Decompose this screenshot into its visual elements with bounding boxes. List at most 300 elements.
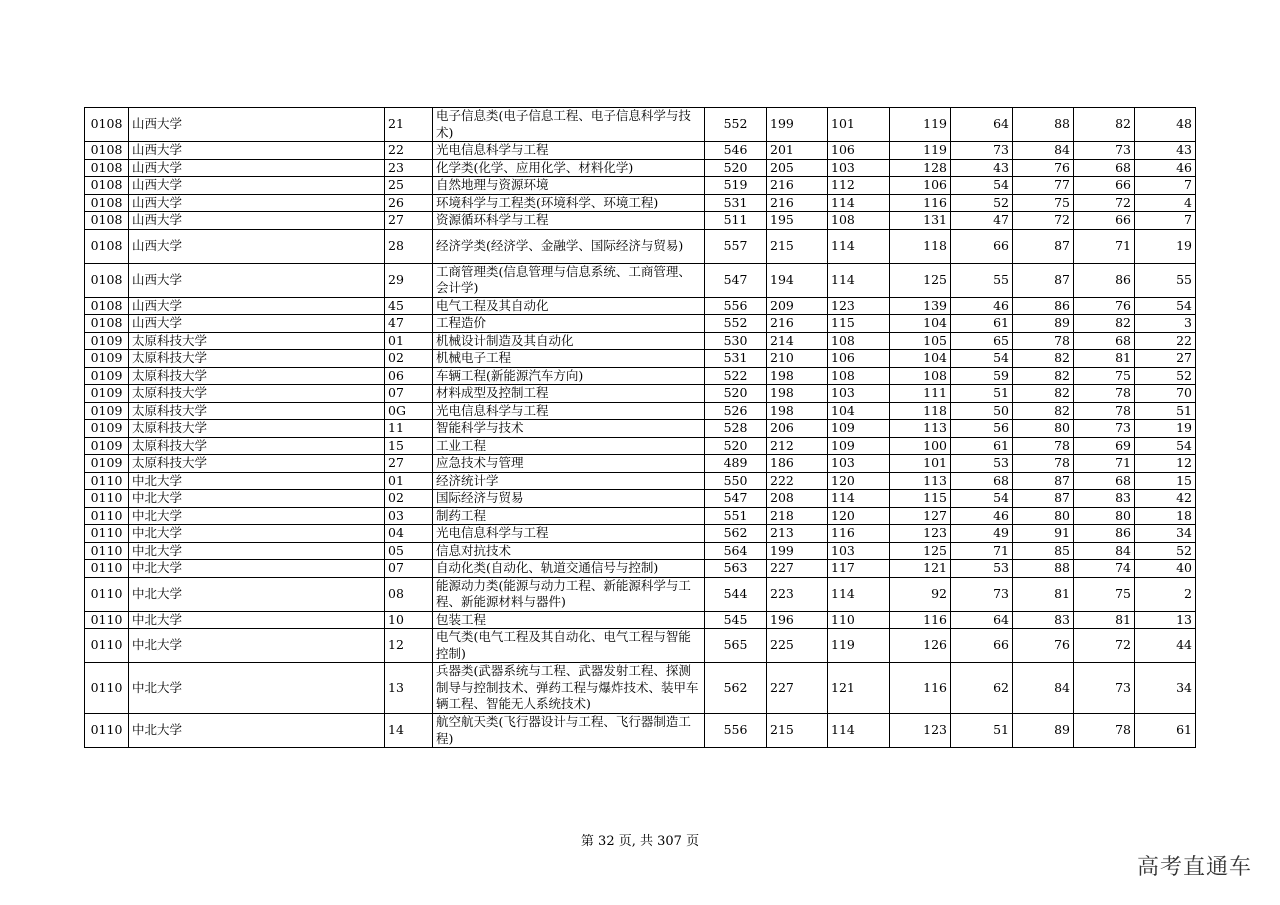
- score-cell: 562: [705, 525, 767, 543]
- school-code-cell: 0108: [85, 212, 129, 230]
- score-cell: 557: [705, 229, 767, 263]
- score-cell: 196: [767, 611, 828, 629]
- school-code-cell: 0108: [85, 108, 129, 142]
- score-cell: 73: [1074, 663, 1135, 714]
- table-row: [85, 611, 1196, 629]
- school-name-cell: 中北大学: [129, 490, 385, 508]
- school-code-cell: 0110: [85, 714, 129, 748]
- score-cell: 195: [767, 212, 828, 230]
- score-cell: 80: [1074, 507, 1135, 525]
- score-cell: 114: [828, 577, 890, 611]
- major-code-cell: 15: [385, 437, 433, 455]
- school-name-cell: 山西大学: [129, 263, 385, 297]
- score-cell: 528: [705, 420, 767, 438]
- table-row: [85, 629, 1196, 663]
- score-cell: 54: [1135, 437, 1196, 455]
- table-row: [85, 472, 1196, 490]
- school-code-cell: 0109: [85, 420, 129, 438]
- score-cell: 131: [890, 212, 951, 230]
- score-cell: 116: [890, 611, 951, 629]
- score-cell: 82: [1074, 315, 1135, 333]
- score-cell: 216: [767, 194, 828, 212]
- school-name-cell: 山西大学: [129, 177, 385, 195]
- school-code-cell: 0109: [85, 402, 129, 420]
- score-cell: 44: [1135, 629, 1196, 663]
- major-code-cell: 45: [385, 297, 433, 315]
- score-cell: 551: [705, 507, 767, 525]
- major-name-cell: 电气工程及其自动化: [433, 297, 705, 315]
- major-code-cell: 26: [385, 194, 433, 212]
- school-name-cell: 太原科技大学: [129, 332, 385, 350]
- table-row: [85, 108, 1196, 142]
- major-name-cell: 航空航天类(飞行器设计与工程、飞行器制造工程): [433, 714, 705, 748]
- score-cell: 127: [890, 507, 951, 525]
- score-cell: 61: [1135, 714, 1196, 748]
- score-cell: 225: [767, 629, 828, 663]
- school-name-cell: 山西大学: [129, 315, 385, 333]
- school-code-cell: 0108: [85, 229, 129, 263]
- score-cell: 109: [828, 437, 890, 455]
- score-cell: 82: [1013, 402, 1074, 420]
- score-cell: 46: [951, 507, 1013, 525]
- score-cell: 53: [951, 455, 1013, 473]
- score-cell: 209: [767, 297, 828, 315]
- score-cell: 72: [1074, 629, 1135, 663]
- score-cell: 123: [828, 297, 890, 315]
- school-code-cell: 0110: [85, 507, 129, 525]
- school-name-cell: 中北大学: [129, 663, 385, 714]
- score-cell: 46: [1135, 159, 1196, 177]
- score-cell: 123: [890, 525, 951, 543]
- score-cell: 40: [1135, 560, 1196, 578]
- major-name-cell: 机械设计制造及其自动化: [433, 332, 705, 350]
- major-name-cell: 资源循环科学与工程: [433, 212, 705, 230]
- score-cell: 114: [828, 229, 890, 263]
- score-cell: 76: [1013, 159, 1074, 177]
- table-row: [85, 385, 1196, 403]
- major-code-cell: 06: [385, 367, 433, 385]
- school-code-cell: 0109: [85, 385, 129, 403]
- score-cell: 85: [1013, 542, 1074, 560]
- major-name-cell: 信息对抗技术: [433, 542, 705, 560]
- score-cell: 489: [705, 455, 767, 473]
- score-cell: 213: [767, 525, 828, 543]
- major-code-cell: 07: [385, 385, 433, 403]
- major-code-cell: 02: [385, 350, 433, 368]
- score-cell: 109: [828, 420, 890, 438]
- score-cell: 69: [1074, 437, 1135, 455]
- score-cell: 71: [1074, 455, 1135, 473]
- score-cell: 199: [767, 108, 828, 142]
- score-cell: 77: [1013, 177, 1074, 195]
- school-code-cell: 0109: [85, 455, 129, 473]
- score-cell: 65: [951, 332, 1013, 350]
- score-cell: 88: [1013, 560, 1074, 578]
- school-name-cell: 太原科技大学: [129, 350, 385, 368]
- page-footer: 第 32 页, 共 307 页: [580, 834, 700, 849]
- school-code-cell: 0108: [85, 297, 129, 315]
- table-row: [85, 663, 1196, 714]
- major-code-cell: 12: [385, 629, 433, 663]
- school-name-cell: 中北大学: [129, 472, 385, 490]
- score-cell: 139: [890, 297, 951, 315]
- school-name-cell: 太原科技大学: [129, 402, 385, 420]
- score-cell: 83: [1074, 490, 1135, 508]
- score-cell: 105: [890, 332, 951, 350]
- score-cell: 88: [1013, 108, 1074, 142]
- school-name-cell: 太原科技大学: [129, 367, 385, 385]
- score-cell: 114: [828, 490, 890, 508]
- score-cell: 119: [828, 629, 890, 663]
- score-cell: 546: [705, 142, 767, 160]
- school-code-cell: 0108: [85, 177, 129, 195]
- score-cell: 104: [890, 350, 951, 368]
- score-cell: 18: [1135, 507, 1196, 525]
- score-cell: 84: [1013, 663, 1074, 714]
- score-cell: 121: [890, 560, 951, 578]
- score-cell: 212: [767, 437, 828, 455]
- score-cell: 112: [828, 177, 890, 195]
- score-cell: 125: [890, 263, 951, 297]
- score-cell: 73: [1074, 142, 1135, 160]
- major-code-cell: 01: [385, 332, 433, 350]
- score-cell: 55: [951, 263, 1013, 297]
- score-cell: 113: [890, 472, 951, 490]
- score-cell: 101: [828, 108, 890, 142]
- major-code-cell: 01: [385, 472, 433, 490]
- table-row: [85, 437, 1196, 455]
- score-cell: 116: [890, 663, 951, 714]
- school-name-cell: 太原科技大学: [129, 385, 385, 403]
- score-cell: 81: [1013, 577, 1074, 611]
- score-cell: 47: [951, 212, 1013, 230]
- score-cell: 128: [890, 159, 951, 177]
- score-cell: 51: [951, 385, 1013, 403]
- score-cell: 27: [1135, 350, 1196, 368]
- score-cell: 66: [951, 629, 1013, 663]
- score-cell: 84: [1074, 542, 1135, 560]
- score-cell: 80: [1013, 420, 1074, 438]
- table-row: [85, 263, 1196, 297]
- score-cell: 511: [705, 212, 767, 230]
- major-name-cell: 光电信息科学与工程: [433, 142, 705, 160]
- major-code-cell: 23: [385, 159, 433, 177]
- score-cell: 556: [705, 297, 767, 315]
- score-cell: 545: [705, 611, 767, 629]
- score-cell: 43: [1135, 142, 1196, 160]
- school-code-cell: 0110: [85, 542, 129, 560]
- score-cell: 565: [705, 629, 767, 663]
- school-name-cell: 太原科技大学: [129, 420, 385, 438]
- score-cell: 54: [1135, 297, 1196, 315]
- score-cell: 215: [767, 714, 828, 748]
- school-code-cell: 0110: [85, 525, 129, 543]
- school-code-cell: 0108: [85, 194, 129, 212]
- major-name-cell: 经济统计学: [433, 472, 705, 490]
- major-code-cell: 07: [385, 560, 433, 578]
- score-cell: 22: [1135, 332, 1196, 350]
- major-code-cell: 27: [385, 212, 433, 230]
- table-body: [85, 108, 1196, 748]
- score-cell: 103: [828, 455, 890, 473]
- major-code-cell: 25: [385, 177, 433, 195]
- score-cell: 49: [951, 525, 1013, 543]
- score-cell: 75: [1013, 194, 1074, 212]
- school-name-cell: 太原科技大学: [129, 455, 385, 473]
- score-cell: 198: [767, 385, 828, 403]
- score-cell: 531: [705, 194, 767, 212]
- score-cell: 86: [1013, 297, 1074, 315]
- major-code-cell: 11: [385, 420, 433, 438]
- score-cell: 227: [767, 560, 828, 578]
- major-code-cell: 28: [385, 229, 433, 263]
- score-cell: 120: [828, 507, 890, 525]
- score-cell: 82: [1013, 350, 1074, 368]
- score-cell: 92: [890, 577, 951, 611]
- school-code-cell: 0110: [85, 472, 129, 490]
- score-cell: 4: [1135, 194, 1196, 212]
- score-cell: 547: [705, 490, 767, 508]
- school-name-cell: 中北大学: [129, 714, 385, 748]
- score-cell: 7: [1135, 212, 1196, 230]
- major-name-cell: 车辆工程(新能源汽车方向): [433, 367, 705, 385]
- major-name-cell: 化学类(化学、应用化学、材料化学): [433, 159, 705, 177]
- score-cell: 214: [767, 332, 828, 350]
- score-cell: 81: [1074, 350, 1135, 368]
- school-code-cell: 0110: [85, 490, 129, 508]
- major-code-cell: 08: [385, 577, 433, 611]
- score-cell: 34: [1135, 663, 1196, 714]
- school-name-cell: 中北大学: [129, 629, 385, 663]
- major-name-cell: 智能科学与技术: [433, 420, 705, 438]
- score-cell: 68: [1074, 472, 1135, 490]
- major-code-cell: 02: [385, 490, 433, 508]
- major-name-cell: 制药工程: [433, 507, 705, 525]
- score-cell: 87: [1013, 229, 1074, 263]
- score-cell: 530: [705, 332, 767, 350]
- major-name-cell: 自然地理与资源环境: [433, 177, 705, 195]
- major-code-cell: 05: [385, 542, 433, 560]
- score-cell: 78: [1074, 402, 1135, 420]
- score-cell: 121: [828, 663, 890, 714]
- score-cell: 78: [1013, 455, 1074, 473]
- score-cell: 82: [1013, 385, 1074, 403]
- school-name-cell: 山西大学: [129, 194, 385, 212]
- score-cell: 210: [767, 350, 828, 368]
- score-cell: 91: [1013, 525, 1074, 543]
- score-cell: 52: [1135, 542, 1196, 560]
- table-row: [85, 402, 1196, 420]
- major-name-cell: 电气类(电气工程及其自动化、电气工程与智能控制): [433, 629, 705, 663]
- school-name-cell: 山西大学: [129, 142, 385, 160]
- score-cell: 51: [1135, 402, 1196, 420]
- score-cell: 73: [951, 577, 1013, 611]
- score-cell: 70: [1135, 385, 1196, 403]
- score-cell: 51: [951, 714, 1013, 748]
- school-name-cell: 中北大学: [129, 611, 385, 629]
- admission-score-table: [84, 107, 1196, 748]
- table-row: [85, 159, 1196, 177]
- major-name-cell: 应急技术与管理: [433, 455, 705, 473]
- school-code-cell: 0109: [85, 332, 129, 350]
- score-cell: 64: [951, 108, 1013, 142]
- score-cell: 216: [767, 315, 828, 333]
- score-cell: 111: [890, 385, 951, 403]
- score-cell: 12: [1135, 455, 1196, 473]
- score-cell: 68: [1074, 159, 1135, 177]
- score-cell: 46: [951, 297, 1013, 315]
- score-cell: 100: [890, 437, 951, 455]
- major-code-cell: 22: [385, 142, 433, 160]
- score-cell: 68: [951, 472, 1013, 490]
- major-name-cell: 工商管理类(信息管理与信息系统、工商管理、会计学): [433, 263, 705, 297]
- score-cell: 126: [890, 629, 951, 663]
- score-cell: 208: [767, 490, 828, 508]
- score-cell: 550: [705, 472, 767, 490]
- score-cell: 82: [1074, 108, 1135, 142]
- school-code-cell: 0108: [85, 159, 129, 177]
- school-code-cell: 0109: [85, 437, 129, 455]
- table-row: [85, 420, 1196, 438]
- score-cell: 522: [705, 367, 767, 385]
- score-cell: 54: [951, 350, 1013, 368]
- score-cell: 201: [767, 142, 828, 160]
- score-cell: 114: [828, 714, 890, 748]
- major-name-cell: 材料成型及控制工程: [433, 385, 705, 403]
- score-cell: 78: [1013, 437, 1074, 455]
- score-cell: 13: [1135, 611, 1196, 629]
- score-cell: 55: [1135, 263, 1196, 297]
- school-code-cell: 0108: [85, 315, 129, 333]
- major-name-cell: 经济学类(经济学、金融学、国际经济与贸易): [433, 229, 705, 263]
- major-name-cell: 环境科学与工程类(环境科学、环境工程): [433, 194, 705, 212]
- score-cell: 56: [951, 420, 1013, 438]
- table-row: [85, 177, 1196, 195]
- score-cell: 75: [1074, 367, 1135, 385]
- major-code-cell: 14: [385, 714, 433, 748]
- school-name-cell: 山西大学: [129, 297, 385, 315]
- score-cell: 7: [1135, 177, 1196, 195]
- score-cell: 205: [767, 159, 828, 177]
- score-cell: 106: [890, 177, 951, 195]
- score-cell: 15: [1135, 472, 1196, 490]
- major-code-cell: 03: [385, 507, 433, 525]
- score-cell: 520: [705, 385, 767, 403]
- major-code-cell: 0G: [385, 402, 433, 420]
- score-cell: 78: [1013, 332, 1074, 350]
- school-name-cell: 山西大学: [129, 212, 385, 230]
- major-name-cell: 电子信息类(电子信息工程、电子信息科学与技术): [433, 108, 705, 142]
- table-row: [85, 560, 1196, 578]
- score-cell: 66: [951, 229, 1013, 263]
- score-cell: 76: [1013, 629, 1074, 663]
- major-name-cell: 包装工程: [433, 611, 705, 629]
- school-code-cell: 0110: [85, 663, 129, 714]
- table-row: [85, 507, 1196, 525]
- score-cell: 64: [951, 611, 1013, 629]
- table-row: [85, 315, 1196, 333]
- table-row: [85, 490, 1196, 508]
- score-cell: 194: [767, 263, 828, 297]
- score-cell: 186: [767, 455, 828, 473]
- major-code-cell: 29: [385, 263, 433, 297]
- score-cell: 74: [1074, 560, 1135, 578]
- score-cell: 78: [1074, 385, 1135, 403]
- score-cell: 531: [705, 350, 767, 368]
- score-cell: 87: [1013, 490, 1074, 508]
- score-cell: 218: [767, 507, 828, 525]
- school-code-cell: 0108: [85, 142, 129, 160]
- score-cell: 104: [890, 315, 951, 333]
- score-cell: 116: [828, 525, 890, 543]
- score-cell: 118: [890, 229, 951, 263]
- score-cell: 552: [705, 108, 767, 142]
- score-cell: 71: [1074, 229, 1135, 263]
- score-cell: 19: [1135, 420, 1196, 438]
- table-row: [85, 212, 1196, 230]
- major-name-cell: 工程造价: [433, 315, 705, 333]
- major-code-cell: 13: [385, 663, 433, 714]
- score-cell: 52: [951, 194, 1013, 212]
- score-cell: 50: [951, 402, 1013, 420]
- major-name-cell: 能源动力类(能源与动力工程、新能源科学与工程、新能源材料与器件): [433, 577, 705, 611]
- school-name-cell: 中北大学: [129, 507, 385, 525]
- school-code-cell: 0110: [85, 629, 129, 663]
- table-row: [85, 455, 1196, 473]
- score-cell: 117: [828, 560, 890, 578]
- major-name-cell: 国际经济与贸易: [433, 490, 705, 508]
- score-cell: 83: [1013, 611, 1074, 629]
- score-cell: 76: [1074, 297, 1135, 315]
- score-cell: 61: [951, 315, 1013, 333]
- major-name-cell: 光电信息科学与工程: [433, 402, 705, 420]
- score-cell: 54: [951, 490, 1013, 508]
- score-cell: 43: [951, 159, 1013, 177]
- table-row: [85, 142, 1196, 160]
- score-cell: 520: [705, 159, 767, 177]
- table-row: [85, 714, 1196, 748]
- score-cell: 103: [828, 385, 890, 403]
- score-cell: 556: [705, 714, 767, 748]
- school-name-cell: 山西大学: [129, 229, 385, 263]
- score-cell: 19: [1135, 229, 1196, 263]
- score-cell: 103: [828, 542, 890, 560]
- score-cell: 82: [1013, 367, 1074, 385]
- score-cell: 198: [767, 367, 828, 385]
- score-cell: 54: [951, 177, 1013, 195]
- score-cell: 59: [951, 367, 1013, 385]
- score-cell: 118: [890, 402, 951, 420]
- school-code-cell: 0109: [85, 367, 129, 385]
- score-cell: 544: [705, 577, 767, 611]
- score-cell: 199: [767, 542, 828, 560]
- school-code-cell: 0110: [85, 560, 129, 578]
- score-cell: 34: [1135, 525, 1196, 543]
- score-cell: 48: [1135, 108, 1196, 142]
- score-cell: 3: [1135, 315, 1196, 333]
- table-row: [85, 525, 1196, 543]
- score-cell: 119: [890, 108, 951, 142]
- score-cell: 215: [767, 229, 828, 263]
- table-row: [85, 332, 1196, 350]
- school-name-cell: 中北大学: [129, 577, 385, 611]
- score-cell: 87: [1013, 263, 1074, 297]
- score-cell: 68: [1074, 332, 1135, 350]
- score-cell: 547: [705, 263, 767, 297]
- score-cell: 206: [767, 420, 828, 438]
- table-row: [85, 297, 1196, 315]
- score-cell: 89: [1013, 315, 1074, 333]
